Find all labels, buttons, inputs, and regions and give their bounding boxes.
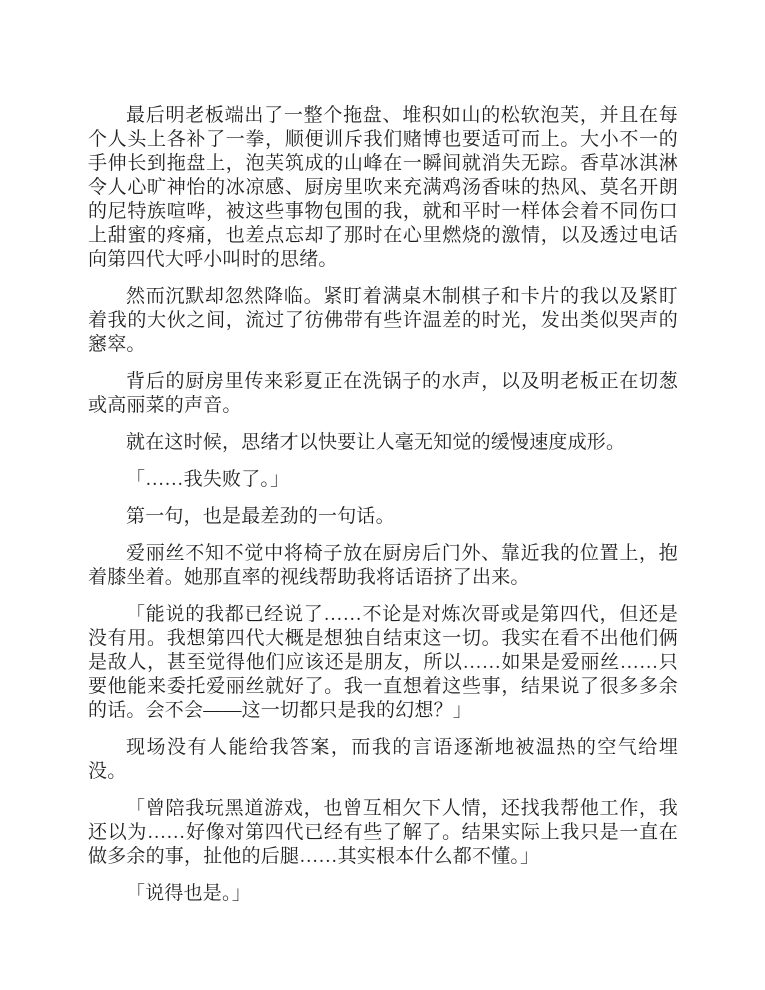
paragraph-dialogue: 「说得也是。」: [126, 883, 251, 904]
paragraph: 现场没有人能给我答案，而我的言语逐渐地被温热的空气给埋没。: [88, 737, 678, 782]
paragraph-dialogue: 「曾陪我玩黑道游戏，也曾互相欠下人情，还找我帮他工作，我还以为……好像对第四代已经有些了解了。结果实际上我只是一直在做多余的事，扯他的后腿……其实根本什么都不懂。」: [88, 798, 678, 867]
paragraph: 最后明老板端出了一整个拖盘、堆积如山的松软泡芙，并且在每个人头上各补了一拳，顺便训斥我们赌博也要适可而上。大小不一的手伸长到拖盘上，泡芙筑成的山峰在一瞬间就消失无踪。香草冰淇淋令人心旷神怡的冰凉感、厨房里吹来充满鸡汤香味的热风、莫名开朗的尼特族喧哗，被这些事物包围的我，就和平时一样体会着不同伤口上甜蜜的疼痛，也差点忘却了那时在心里燃烧的激情，以及透过电话向第四代大呼小叫时的思绪。: [88, 105, 678, 270]
paragraph: 就在这时候，思绪才以快要让人毫无知觉的缓慢速度成形。: [126, 432, 626, 453]
paragraph-dialogue: 「……我失败了。」: [126, 469, 290, 490]
text-body: [88, 104, 678, 906]
paragraph: 背后的厨房里传来彩夏正在洗锅子的水声，以及明老板正在切葱或高丽菜的声音。: [88, 371, 678, 416]
paragraph-dialogue: 「能说的我都已经说了……不论是对炼次哥或是第四代，但还是没有用。我想第四代大概是想独自结束这一切。我实在看不出他们俩是敌人，甚至觉得他们应该还是朋友，所以……如果是爱丽丝……只要他能来委托爱丽丝就好了。我一直想着这些事，结果说了很多多余的话。会不会——这一切都只是我的幻想？」: [88, 604, 678, 721]
paragraph: 第一句，也是最差劲的一句话。: [126, 506, 395, 527]
paragraph: 然而沉默却忽然降临。紧盯着满桌木制棋子和卡片的我以及紧盯着我的大伙之间，流过了彷佛带有些许温差的时光，发出类似哭声的窸窣。: [88, 286, 678, 355]
paragraph: 爱丽丝不知不觉中将椅子放在厨房后门外、靠近我的位置上，抱着膝坐着。她那直率的视线帮助我将话语挤了出来。: [88, 543, 678, 588]
